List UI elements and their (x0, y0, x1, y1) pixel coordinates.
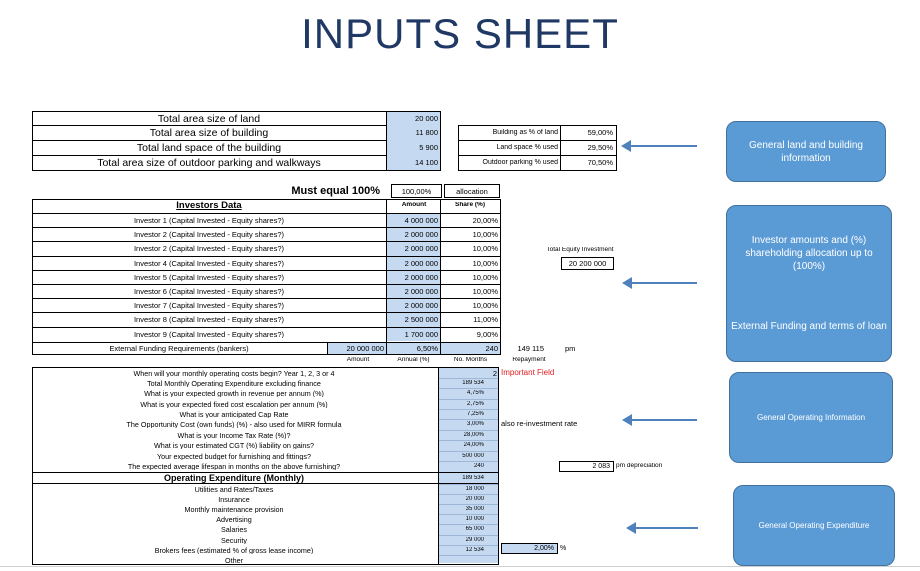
investor-share-value: 10,00% (472, 259, 498, 268)
expenditure-label: Security (221, 536, 247, 544)
expenditure-label: Brokers fees (estimated % of gross lease income) (154, 546, 314, 554)
investor-share-value: 20,00% (472, 217, 498, 225)
important-field-note: Important Field (501, 369, 555, 377)
funding-rate-input[interactable]: 6,50% (416, 345, 438, 353)
grid-line (439, 430, 498, 431)
investor-label: Investor 7 (Capital Invested - Equity shares?) (133, 302, 285, 310)
funding-unit: pm (565, 345, 576, 353)
investor-share-value: 11,00% (473, 316, 498, 324)
operating-label: When will your monthly operating costs begin? Year 1, 2, 3 or 4 (133, 370, 335, 378)
land-value-input-0[interactable]: 20 000 (415, 115, 438, 123)
investor-label: Investor 2 (Capital Invested - Equity shares?) (133, 231, 285, 239)
investor-label: Investor 6 (Capital Invested - Equity shares?) (133, 288, 285, 296)
pct-value-0: 59,00% (587, 129, 613, 137)
expenditure-value-input[interactable]: 29 000 (465, 536, 484, 543)
operating-label: What is your Income Tax Rate (%)? (177, 432, 291, 440)
land-label-1: Total area size of building (149, 128, 269, 139)
page-bottom-divider (0, 566, 920, 567)
grid-line (439, 535, 498, 536)
operating-value-input[interactable]: 240 (473, 463, 484, 469)
operating-value-input[interactable]: 2,75% (466, 401, 484, 407)
investor-amount-input[interactable]: 2 000 000 (404, 231, 438, 239)
grid-line (32, 284, 500, 285)
must-equal-label: Must equal 100% (291, 186, 380, 197)
callout-expenditure-text: General Operating Expenditure (758, 520, 870, 530)
grid-line (439, 399, 498, 400)
expenditure-label: Salaries (221, 526, 247, 534)
operating-value-input[interactable]: 500 000 (462, 453, 484, 459)
grid-line (32, 213, 500, 214)
investor-share-value: 10,00% (472, 231, 498, 239)
grid-line (439, 494, 498, 495)
callout-investors-funding (726, 205, 892, 362)
expenditure-value-input[interactable]: 18 000 (465, 486, 484, 492)
operating-label: The Opportunity Cost (own funds) (%) - also used for MIRR formula (126, 421, 342, 429)
grid-line (439, 451, 498, 452)
grid-line (32, 270, 500, 271)
funding-amount-header: Amount (346, 357, 370, 363)
investors-data-header: Investors Data (176, 201, 242, 211)
depreciation-value: 2 083 (559, 461, 614, 472)
operating-label: What is your expected growth in revenue per annum (%) (144, 390, 324, 398)
land-value-input-2[interactable]: 5 900 (419, 144, 438, 152)
arrow-left-icon (622, 414, 697, 426)
investor-share-value: 10,00% (472, 245, 498, 253)
investor-amount-input[interactable]: 1 700 000 (404, 330, 438, 339)
amount-header: Amount (401, 202, 427, 208)
expenditure-value-input[interactable]: 20 000 (465, 496, 484, 503)
grid-line (439, 484, 498, 485)
expenditure-label: Utilities and Rates/Taxes (194, 486, 274, 494)
investor-share-value: 9,00% (476, 330, 498, 339)
operating-value-input[interactable]: 24,00% (463, 442, 484, 448)
operating-label: What is your expected fixed cost escalation per annum (%) (140, 401, 328, 409)
expenditure-value-input[interactable]: 10 000 (465, 516, 484, 523)
operating-label: Your expected budget for furnishing and fittings? (157, 453, 311, 461)
operating-label: Total Monthly Operating Expenditure excluding finance (147, 380, 321, 388)
land-label-2: Total land space of the building (136, 143, 282, 154)
grid-line (32, 312, 500, 313)
operating-label: What is your anticipated Cap Rate (179, 411, 289, 419)
brokers-pct-input[interactable]: 2,00% (501, 543, 558, 554)
land-value-input-3[interactable]: 14 100 (415, 159, 438, 167)
investor-amount-input[interactable]: 2 000 000 (404, 245, 438, 253)
grid-line (439, 545, 498, 546)
expenditure-label: Insurance (218, 496, 250, 504)
callout-funding-text: External Funding and terms of loan (731, 321, 887, 333)
land-value-input-1[interactable]: 11 800 (415, 129, 438, 137)
investor-amount-input[interactable]: 4 000 000 (404, 217, 438, 225)
arrow-left-icon (622, 277, 697, 289)
pct-label-0: Building as % of land (492, 129, 558, 136)
page-title: INPUTS SHEET (301, 10, 619, 57)
grid-line (32, 327, 500, 328)
arrow-left-icon (626, 522, 698, 534)
operating-value-input[interactable]: 28,00% (463, 432, 484, 438)
pct-label-2: Outdoor parking % used (482, 159, 558, 166)
grid-line (439, 378, 498, 379)
total-equity-value: 20 200 000 (561, 257, 614, 270)
depreciation-label: pm depreciation (616, 463, 663, 469)
funding-months-header: No. Months (453, 357, 488, 363)
funding-repayment: 149 115 (517, 345, 544, 353)
funding-rate-header: Annual (%) (397, 357, 430, 363)
grid-line (32, 241, 500, 242)
grid-line (439, 440, 498, 441)
operating-value-input[interactable]: 4,75% (466, 390, 484, 396)
investor-amount-input[interactable]: 2 000 000 (404, 288, 438, 296)
expenditure-header-value: 189 534 (462, 475, 484, 481)
expenditure-value-input[interactable]: 65 000 (465, 526, 484, 533)
operating-value-input[interactable]: 3,00% (466, 421, 484, 427)
arrow-left-icon (621, 140, 697, 152)
funding-months-input[interactable]: 240 (485, 345, 498, 353)
expenditure-label: Monthly maintenance provision (184, 506, 284, 514)
land-label-0: Total area size of land (157, 114, 261, 125)
investor-label: Investor 9 (Capital Invested - Equity shares?) (133, 330, 285, 339)
operating-value-input[interactable]: 2 (492, 370, 497, 378)
investor-share-value: 10,00% (472, 302, 498, 310)
pct-value-1: 29,50% (587, 144, 613, 152)
land-label-3: Total area size of outdoor parking and walkways (97, 158, 321, 169)
callout-operating-info-text: General Operating Information (756, 412, 866, 422)
grid-line (32, 227, 500, 228)
pct-label-1: Land space % used (496, 144, 558, 151)
share-header: Share (%) (455, 202, 485, 208)
investor-label: Investor 5 (Capital Invested - Equity shares?) (133, 273, 285, 282)
callout-land (726, 121, 886, 182)
investor-share-value: 10,00% (472, 273, 498, 282)
operating-value-input[interactable]: 189 534 (462, 380, 484, 386)
investor-share-value: 10,00% (472, 288, 498, 296)
grid-line (32, 256, 500, 257)
brokers-pct-unit: % (560, 545, 567, 552)
grid-line (439, 409, 498, 410)
investor-label: Investor 8 (Capital Invested - Equity shares?) (133, 316, 285, 324)
callout-operating-expenditure (733, 485, 895, 566)
grid-line (439, 555, 498, 556)
funding-repayment-header: Repayment (512, 357, 546, 363)
grid-line (439, 524, 498, 525)
pct-value-2: 70,50% (587, 159, 613, 167)
grid-line (439, 514, 498, 515)
grid-line (439, 419, 498, 420)
expenditure-value-input[interactable]: 12 534 (465, 546, 484, 553)
total-pct: 100,00% (391, 184, 442, 198)
investor-amount-input[interactable]: 2 000 000 (404, 259, 438, 268)
callout-investors-text: Investor amounts and (%) shareholding allocation up to (100%) (745, 234, 873, 272)
investor-amount-input[interactable]: 2 000 000 (404, 302, 438, 310)
investor-label: Investor 1 (Capital Invested - Equity shares?) (133, 217, 285, 225)
reinvestment-note: also re-investment rate (501, 420, 578, 428)
investor-label: Investor 4 (Capital Invested - Equity shares?) (133, 259, 285, 268)
operating-label: The expected average lifespan in months on the above furnishing? (127, 463, 341, 471)
grid-line (439, 461, 498, 462)
funding-label: External Funding Requirements (bankers) (109, 345, 249, 353)
total-equity-label: Total Equity Investment (546, 247, 614, 253)
operating-value-input[interactable]: 7,25% (466, 411, 484, 417)
investor-amount-input[interactable]: 2 000 000 (404, 273, 438, 282)
expenditure-label: Advertising (216, 516, 252, 524)
investor-amount-input[interactable]: 2 500 000 (404, 316, 438, 324)
operating-label: What is your estimated CGT (%) liability on gains? (153, 442, 315, 450)
expenditure-value-input[interactable]: 35 000 (465, 506, 484, 513)
investor-label: Investor 2 (Capital Invested - Equity shares?) (133, 245, 285, 253)
expenditure-header: Operating Expenditure (Monthly) (163, 474, 304, 483)
grid-line (32, 298, 500, 299)
grid-line (439, 388, 498, 389)
callout-operating-info (729, 372, 893, 463)
funding-amount-input[interactable]: 20 000 000 (346, 345, 384, 353)
allocation-label: allocation (444, 184, 500, 198)
expenditure-label: Other (225, 556, 243, 564)
callout-land-text: General land and building information (749, 139, 863, 164)
grid-line (439, 504, 498, 505)
